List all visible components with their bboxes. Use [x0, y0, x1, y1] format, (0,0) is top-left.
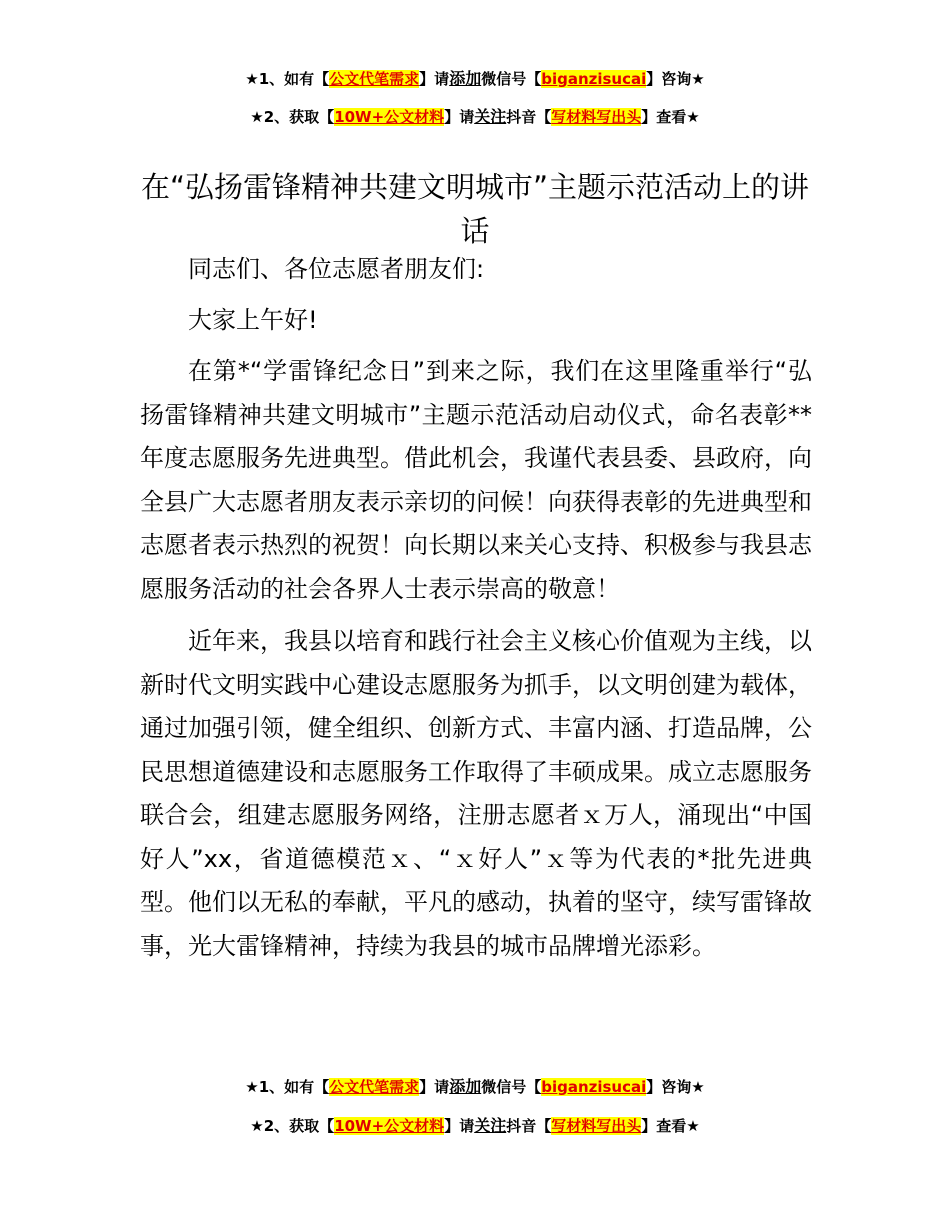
footer-promo-line-2: ★2、获取【10W+公文材料】请关注抖音【写材料写出头】查看★ — [250, 1116, 700, 1135]
highlight-douyin-account: 写材料写出头 — [551, 108, 642, 126]
document-title: 在“弘扬雷锋精神共建文明城市”主题示范活动上的讲话 — [140, 170, 810, 249]
paragraph-1: 在第*“学雷锋纪念日”到来之际，我们在这里隆重举行“弘扬雷锋精神共建文明城市”主题示范活动启动仪式，命名表彰**年度志愿服务先进典型。借此机会，我谨代表县委、县政府，向全县广大志愿者朋友表示亲切的问候！向获得表彰的先进典型和志愿者表示热烈的祝贺！向长期以来关心支持、积极参与我县志愿服务活动的社会各界人士表示崇高的敬意！ — [140, 357, 812, 603]
header-promo-line-2: ★2、获取【10W+公文材料】请关注抖音【写材料写出头】查看★ — [250, 107, 700, 126]
highlight-wechat-id: biganzisucai — [541, 70, 647, 88]
highlight-materials: 10W+公文材料 — [334, 1117, 445, 1135]
header-promo-line-1: ★1、如有【公文代笔需求】请添加微信号【biganzisucai】咨询★ — [245, 69, 705, 88]
footer-promo-line-1: ★1、如有【公文代笔需求】请添加微信号【biganzisucai】咨询★ — [245, 1077, 705, 1096]
greeting: 大家上午好! — [188, 306, 318, 334]
highlight-douyin-account: 写材料写出头 — [551, 1117, 642, 1135]
salutation: 同志们、各位志愿者朋友们: — [188, 255, 485, 283]
highlight-materials: 10W+公文材料 — [334, 108, 445, 126]
highlight-wechat-id: biganzisucai — [541, 1078, 647, 1096]
highlight-ghostwriting: 公文代笔需求 — [329, 70, 420, 88]
highlight-ghostwriting: 公文代笔需求 — [329, 1078, 420, 1096]
paragraph-2: 近年来，我县以培育和践行社会主义核心价值观为主线，以新时代文明实践中心建设志愿服务为抓手，以文明创建为载体，通过加强引领，健全组织、创新方式、丰富内涵、打造品牌，公民思想道德建设和志愿服务工作取得了丰硕成果。成立志愿服务联合会，组建志愿服务网络，注册志愿者ｘ万人，涌现出“中国好人”xx，省道德模范ｘ、“ｘ好人”ｘ等为代表的*批先进典型。他们以无私的奉献，平凡的感动，执着的坚守，续写雷锋故事，光大雷锋精神，持续为我县的城市品牌增光添彩。 — [140, 627, 812, 960]
